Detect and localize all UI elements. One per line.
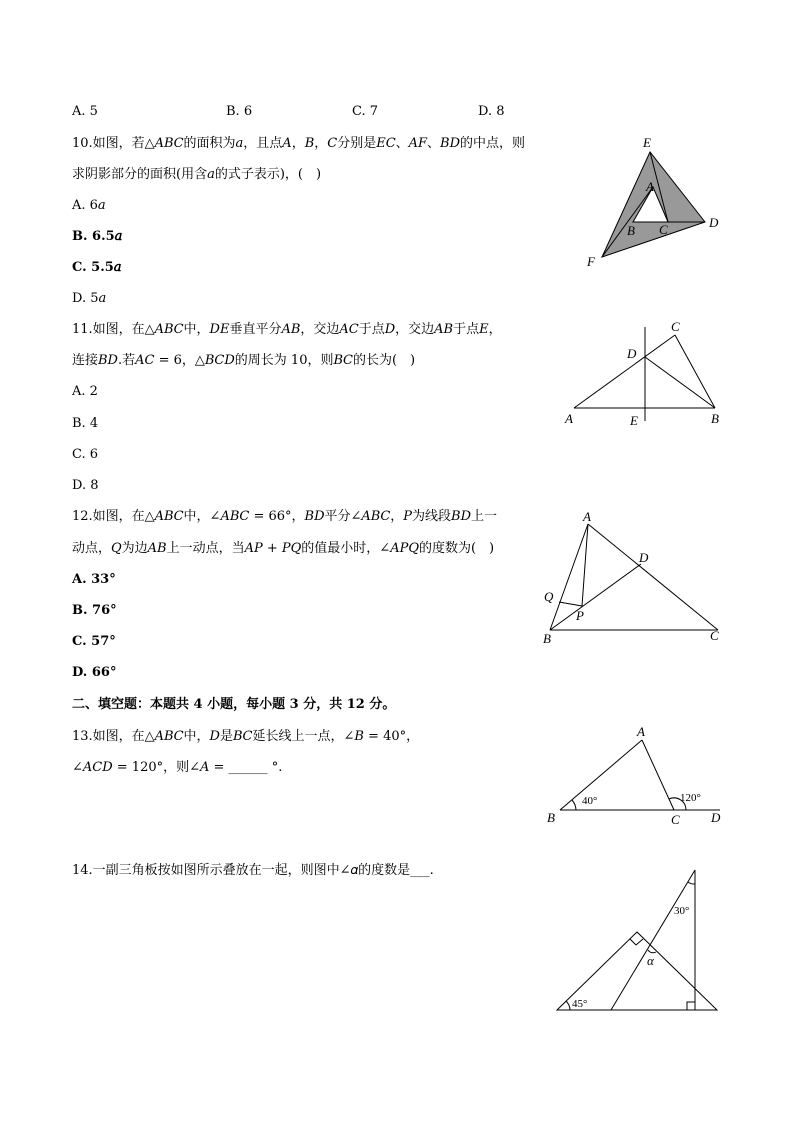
- q13-label-b: B: [547, 810, 555, 825]
- q11-stem-line1: 11.如图，在△𝐴𝐵𝐶中，𝐷𝐸垂直平分𝐴𝐵，交边𝐴𝐶于点𝐷，交边𝐴𝐵于点𝐸，: [72, 322, 502, 337]
- section-2-heading: 二、填空题：本题共 4 小题，每小题 3 分，共 12 分。: [72, 697, 396, 712]
- q11-option-c: C. 6: [72, 447, 99, 462]
- q10-option-b: B. 6.5𝑎: [72, 229, 123, 244]
- q9-option-a: A. 5: [72, 104, 98, 119]
- q10-stem-line2: 求阴影部分的面积(用含𝑎的式子表示)，( ): [72, 167, 322, 182]
- q11-label-b: B: [711, 411, 719, 426]
- q11-stem-line2: 连接𝐵𝐷.若𝐴𝐶 = 6，△𝐵𝐶𝐷的周长为 10，则𝐵𝐶的长为( ): [72, 353, 416, 368]
- q10-label-c: C: [659, 222, 668, 237]
- q13-exterior-angle-figure: [540, 724, 730, 829]
- q13-label-c: C: [671, 812, 680, 827]
- q12-label-p: P: [576, 608, 584, 623]
- q10-label-b: B: [627, 223, 635, 238]
- q9-option-d: D. 8: [478, 104, 505, 119]
- q10-label-d: D: [709, 215, 719, 230]
- q10-option-d: D. 5𝑎: [72, 291, 107, 306]
- q11-label-e: E: [630, 413, 638, 428]
- q13-stem-line2: ∠𝐴𝐶𝐷 = 120°，则∠𝐴 = ______ °.: [72, 760, 283, 775]
- q12-angle-bisector-figure: [538, 508, 728, 648]
- q12-option-b: B. 76°: [72, 603, 117, 618]
- q13-angle-b-label: 40°: [582, 795, 598, 807]
- q12-option-d: D. 66°: [72, 665, 117, 680]
- q12-stem-line1: 12.如图，在△𝐴𝐵𝐶中，∠𝐴𝐵𝐶 = 66°，𝐵𝐷平分∠𝐴𝐵𝐶，𝑃为线段𝐵𝐷上一: [72, 509, 498, 524]
- q9-option-b: B. 6: [226, 104, 253, 119]
- q10-label-a: A: [646, 179, 654, 194]
- q11-label-c: C: [671, 319, 680, 334]
- q10-option-c: C. 5.5𝑎: [72, 260, 122, 275]
- q13-label-a: A: [637, 724, 645, 739]
- q12-label-a: A: [583, 509, 591, 524]
- q11-option-a: A. 2: [72, 384, 98, 399]
- q14-alpha-label: α: [647, 953, 654, 968]
- q14-angle-30-label: 30°: [674, 905, 690, 917]
- q10-label-f: F: [587, 254, 595, 269]
- q12-label-c: C: [710, 628, 719, 643]
- q11-label-a: A: [565, 411, 573, 426]
- q11-label-d: D: [627, 346, 637, 361]
- q14-angle-45-label: 45°: [572, 998, 588, 1010]
- q9-option-c: C. 7: [352, 104, 379, 119]
- q14-stem: 14.一副三角板按如图所示叠放在一起，则图中∠𝛼的度数是___.: [72, 863, 434, 878]
- q10-stem-line1: 10.如图，若△𝐴𝐵𝐶的面积为𝑎，且点𝐴，𝐵，𝐶分别是𝐸𝐶、𝐴𝐹、𝐵𝐷的中点，则: [72, 136, 526, 151]
- q12-label-q: Q: [544, 589, 554, 604]
- q11-option-b: B. 4: [72, 416, 99, 431]
- q10-option-a: A. 6𝑎: [72, 198, 106, 213]
- q10-label-e: E: [643, 135, 651, 150]
- q13-angle-acd-label: 120°: [680, 792, 701, 804]
- q12-stem-line2: 动点，𝑄为边𝐴𝐵上一动点，当𝐴𝑃 + 𝑃𝑄的值最小时，∠𝐴𝑃𝑄的度数为( ): [72, 541, 495, 556]
- q12-label-b: B: [543, 631, 551, 646]
- q11-perpendicular-bisector-figure: [560, 315, 730, 430]
- q13-stem-line1: 13.如图，在△𝐴𝐵𝐶中，𝐷是𝐵𝐶延长线上一点，∠𝐵 = 40°，: [72, 729, 420, 744]
- q13-label-d: D: [711, 810, 721, 825]
- q14-set-squares-figure: [552, 862, 727, 1017]
- q12-option-a: A. 33°: [72, 572, 116, 587]
- q12-option-c: C. 57°: [72, 634, 116, 649]
- q11-option-d: D. 8: [72, 478, 99, 493]
- q12-label-d: D: [639, 550, 649, 565]
- q10-shaded-triangle-figure: [575, 132, 725, 272]
